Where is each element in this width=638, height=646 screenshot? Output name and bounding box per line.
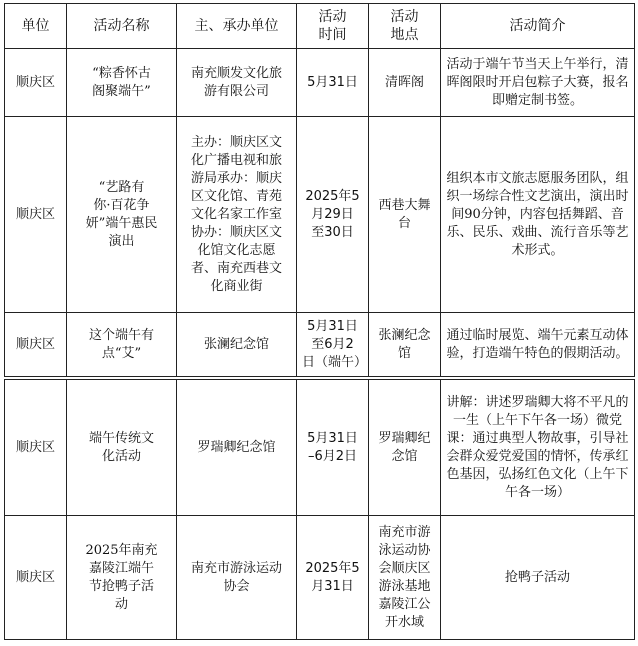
cell-time: 5月31日 –6月2日 (297, 380, 369, 516)
cell-time: 5月31日 (297, 49, 369, 117)
cell-summary: 讲解：讲述罗瑞卿大将不平凡的一生（上午下午各一场）微党课：通过典型人物故事，引导社会群众爱党爱国的情怀，传承红色基因，弘扬红色文化（上午下午各一场） (441, 380, 635, 516)
cell-organizer: 南充市游泳运动 协会 (177, 516, 297, 640)
header-time: 活动 时间 (297, 4, 369, 49)
cell-time: 2025年5 月29日 至30日 (297, 117, 369, 313)
cell-name: “艺路有 你·百花争 妍”端午惠民 演出 (67, 117, 177, 313)
table-row (5, 313, 635, 377)
events-table (4, 3, 635, 640)
header-summary: 活动简介 (441, 4, 635, 49)
cell-time: 5月31日 至6月2 日（端午） (297, 313, 369, 377)
cell-time: 2025年5 月31日 (297, 516, 369, 640)
table-row (5, 117, 635, 313)
cell-name: 这个端午有 点“艾” (67, 313, 177, 377)
cell-venue: 清晖阁 (369, 49, 441, 117)
cell-unit: 顺庆区 (5, 117, 67, 313)
cell-organizer: 南充顺发文化旅 游有限公司 (177, 49, 297, 117)
cell-summary: 通过临时展览、端午元素互动体验，打造端午特色的假期活动。 (441, 313, 635, 377)
cell-organizer: 罗瑞卿纪念馆 (177, 380, 297, 516)
header-unit: 单位 (5, 4, 67, 49)
cell-venue: 罗瑞卿纪 念馆 (369, 380, 441, 516)
cell-venue: 南充市游 泳运动协 会顺庆区 游泳基地 嘉陵江公 开水域 (369, 516, 441, 640)
cell-unit: 顺庆区 (5, 313, 67, 377)
table-row (5, 49, 635, 117)
header-row (5, 4, 635, 49)
cell-name: “粽香怀古 阁聚端午” (67, 49, 177, 117)
header-venue: 活动 地点 (369, 4, 441, 49)
cell-summary: 活动于端午节当天上午举行，清晖阁限时开启包粽子大赛，报名即赠定制书签。 (441, 49, 635, 117)
cell-name: 端午传统文 化活动 (67, 380, 177, 516)
header-name: 活动名称 (67, 4, 177, 49)
cell-unit: 顺庆区 (5, 516, 67, 640)
table-row (5, 516, 635, 640)
cell-unit: 顺庆区 (5, 380, 67, 516)
cell-unit: 顺庆区 (5, 49, 67, 117)
cell-venue: 张澜纪念 馆 (369, 313, 441, 377)
table-row (5, 380, 635, 516)
cell-summary: 抢鸭子活动 (441, 516, 635, 640)
cell-organizer: 主办：顺庆区文 化广播电视和旅 游局承办：顺庆 区文化馆、青苑 文化名家工作室 协办：顺庆区文 化馆文化志愿 者、南充西巷文 化商业街 (177, 117, 297, 313)
cell-organizer: 张澜纪念馆 (177, 313, 297, 377)
cell-name: 2025年南充 嘉陵江端午 节抢鸭子活 动 (67, 516, 177, 640)
header-organizer: 主、承办单位 (177, 4, 297, 49)
cell-venue: 西巷大舞 台 (369, 117, 441, 313)
cell-summary: 组织本市文旅志愿服务团队，组织一场综合性文艺演出，演出时间90分钟，内容包括舞蹈、音乐、民乐、戏曲、流行音乐等艺术形式。 (441, 117, 635, 313)
